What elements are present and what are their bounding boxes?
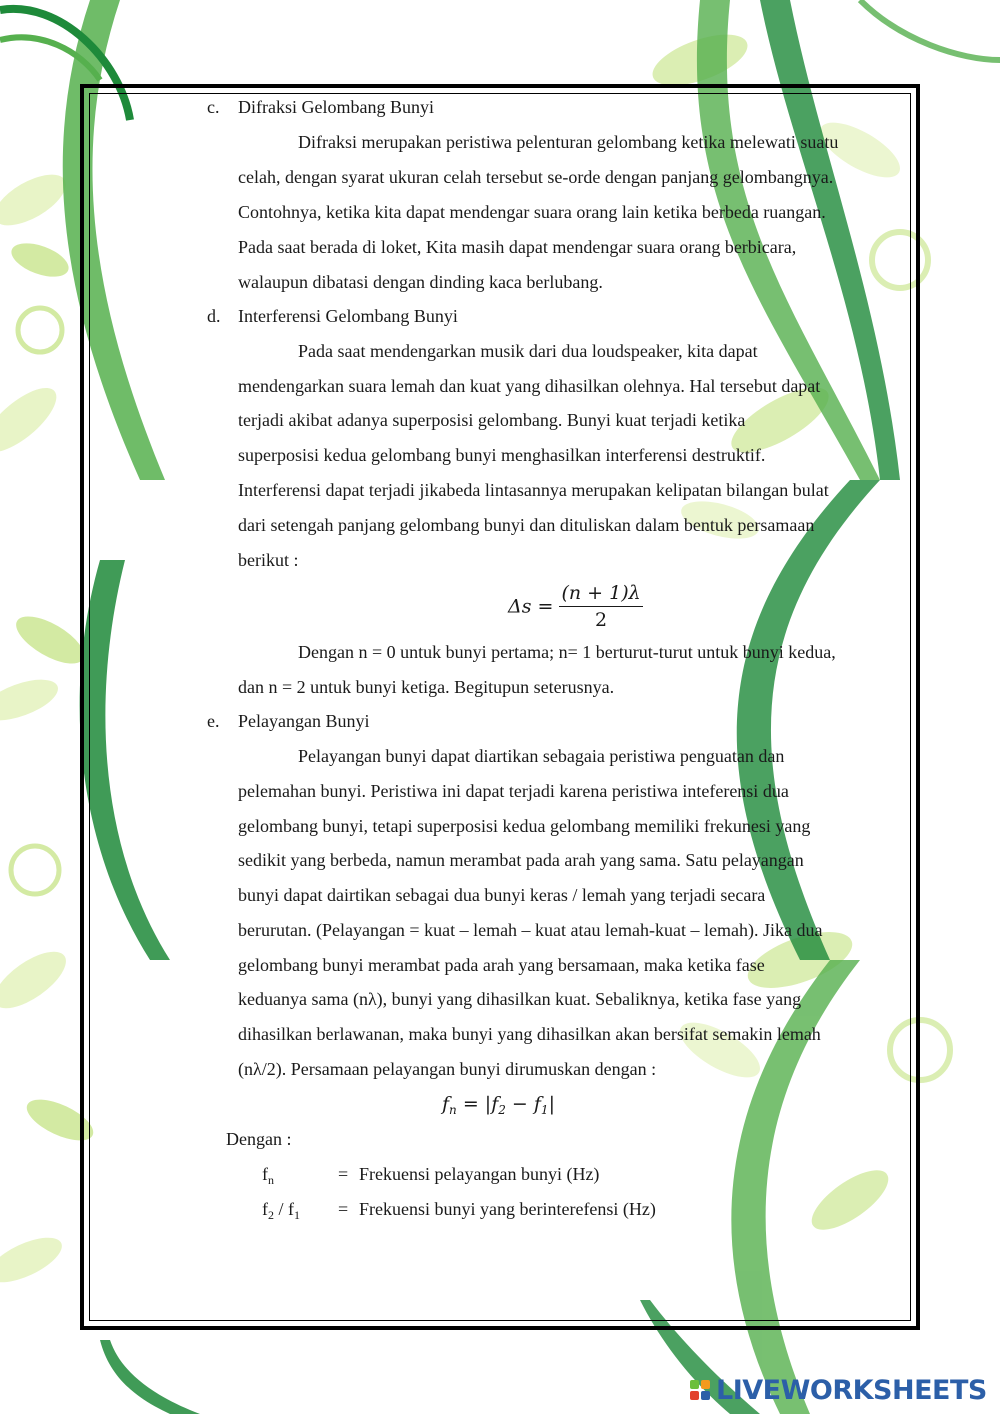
section-d-line: Pada saat mendengarkan musik dari dua loudspeaker, kita dapat xyxy=(298,341,758,361)
formula-f1: f xyxy=(533,1093,541,1115)
formula-minus: − xyxy=(505,1093,534,1115)
logo-square-icon xyxy=(690,1391,699,1400)
formula-sub-n: n xyxy=(449,1103,457,1117)
path-difference-formula xyxy=(508,582,643,631)
definition-symbol xyxy=(262,1163,274,1191)
formula-equals: = | xyxy=(456,1093,492,1115)
def-symbol-sub: 2 xyxy=(268,1208,274,1222)
formula-lhs: Δs = xyxy=(508,595,554,618)
formula-sub-2: 2 xyxy=(498,1103,506,1117)
section-e-line: (nλ/2). Persamaan pelayangan bunyi dirumuskan dengan : xyxy=(238,1059,657,1079)
definition-symbol xyxy=(262,1198,300,1226)
section-c-line: Contohnya, ketika kita dapat mendengar suara orang lain ketika berbeda ruangan. xyxy=(238,202,826,222)
formula-fraction xyxy=(559,582,642,631)
definition-text: Frekuensi bunyi yang berinterefensi (Hz) xyxy=(359,1199,656,1219)
section-d-line: superposisi kedua gelombang bunyi menghasilkan interferensi destruktif. xyxy=(238,445,766,465)
def-symbol-sub: n xyxy=(268,1173,274,1187)
section-d-after-line: dan n = 2 untuk bunyi ketiga. Begitupun seterusnya. xyxy=(238,677,615,697)
section-d-marker: d. xyxy=(207,306,221,326)
section-c-marker: c. xyxy=(207,97,220,117)
logo-square-icon xyxy=(701,1391,710,1400)
formula-f2: f xyxy=(491,1093,499,1115)
beat-frequency-formula xyxy=(442,1093,555,1117)
section-d-after-line: Dengan n = 0 untuk bunyi pertama; n= 1 berturut-turut untuk bunyi kedua, xyxy=(298,642,836,662)
section-e-marker: e. xyxy=(207,711,220,731)
section-e-line: sedikit yang berbeda, namun merambat pada arah yang sama. Satu pelayangan xyxy=(238,850,804,870)
section-e-line: Pelayangan bunyi dapat diartikan sebagaia peristiwa penguatan dan xyxy=(298,746,785,766)
section-e-line: bunyi dapat dairtikan sebagai dua bunyi keras / lemah yang terjadi secara xyxy=(238,885,766,905)
logo-grid-icon xyxy=(690,1380,710,1400)
liveworksheets-logo[interactable] xyxy=(690,1374,987,1406)
def-symbol: f xyxy=(262,1199,268,1219)
section-e-line: keduanya sama (nλ), bunyi yang dihasilkan kuat. Sebaliknya, ketika fase yang xyxy=(238,989,802,1009)
definition-equals: = xyxy=(338,1199,349,1219)
section-c-line: walaupun dibatasi dengan dinding kaca berlubang. xyxy=(238,272,603,292)
formula-f: f xyxy=(442,1093,450,1115)
section-d-line: Interferensi dapat terjadi jikabeda lintasannya merupakan kelipatan bilangan bulat xyxy=(238,480,829,500)
section-e-line: pelemahan bunyi. Peristiwa ini dapat terjadi karena peristiwa inteferensi dua xyxy=(238,781,789,801)
section-e-line: gelombang bunyi, tetapi superposisi kedua gelombang memiliki frekunesi yang xyxy=(238,816,811,836)
formula-numerator: (n + 1)λ xyxy=(559,582,642,607)
def-symbol-extra: / f xyxy=(274,1199,294,1219)
logo-square-icon xyxy=(690,1380,699,1389)
section-d-line: terjadi akibat adanya superposisi gelombang. Bunyi kuat terjadi ketika xyxy=(238,410,746,430)
definition-text: Frekuensi pelayangan bunyi (Hz) xyxy=(359,1164,600,1184)
section-d-title: Interferensi Gelombang Bunyi xyxy=(238,306,458,326)
def-symbol-extra-sub: 1 xyxy=(294,1208,300,1222)
logo-square-icon xyxy=(701,1380,710,1389)
section-d-line: berikut : xyxy=(238,550,299,570)
def-symbol: f xyxy=(262,1164,268,1184)
logo-text: LIVEWORKSHEETS xyxy=(716,1374,987,1406)
section-d-line: mendengarkan suara lemah dan kuat yang dihasilkan olehnya. Hal tersebut dapat xyxy=(238,376,821,396)
section-c-title: Difraksi Gelombang Bunyi xyxy=(238,97,434,117)
section-e-title: Pelayangan Bunyi xyxy=(238,711,370,731)
section-c-line: Pada saat berada di loket, Kita masih dapat mendengar suara orang berbicara, xyxy=(238,237,797,257)
section-e-line: gelombang bunyi merambat pada arah yang bersamaan, maka ketika fase xyxy=(238,955,765,975)
formula-denominator: 2 xyxy=(595,609,608,631)
section-c-line: celah, dengan syarat ukuran celah tersebut se-orde dengan panjang gelombangnya. xyxy=(238,167,834,187)
section-e-line: dihasilkan berlawanan, maka bunyi yang dihasilkan akan bersifat semakin lemah xyxy=(238,1024,821,1044)
definitions-intro: Dengan : xyxy=(226,1129,292,1149)
section-d-line: dari setengah panjang gelombang bunyi dan dituliskan dalam bentuk persamaan xyxy=(238,515,815,535)
section-c-line: Difraksi merupakan peristiwa pelenturan gelombang ketika melewati suatu xyxy=(298,132,839,152)
formula-close: | xyxy=(548,1093,555,1115)
section-e-line: berurutan. (Pelayangan = kuat – lemah – kuat atau lemah-kuat – lemah). Jika dua xyxy=(238,920,823,940)
definition-equals: = xyxy=(338,1164,349,1184)
formula-sub-1: 1 xyxy=(540,1103,549,1117)
